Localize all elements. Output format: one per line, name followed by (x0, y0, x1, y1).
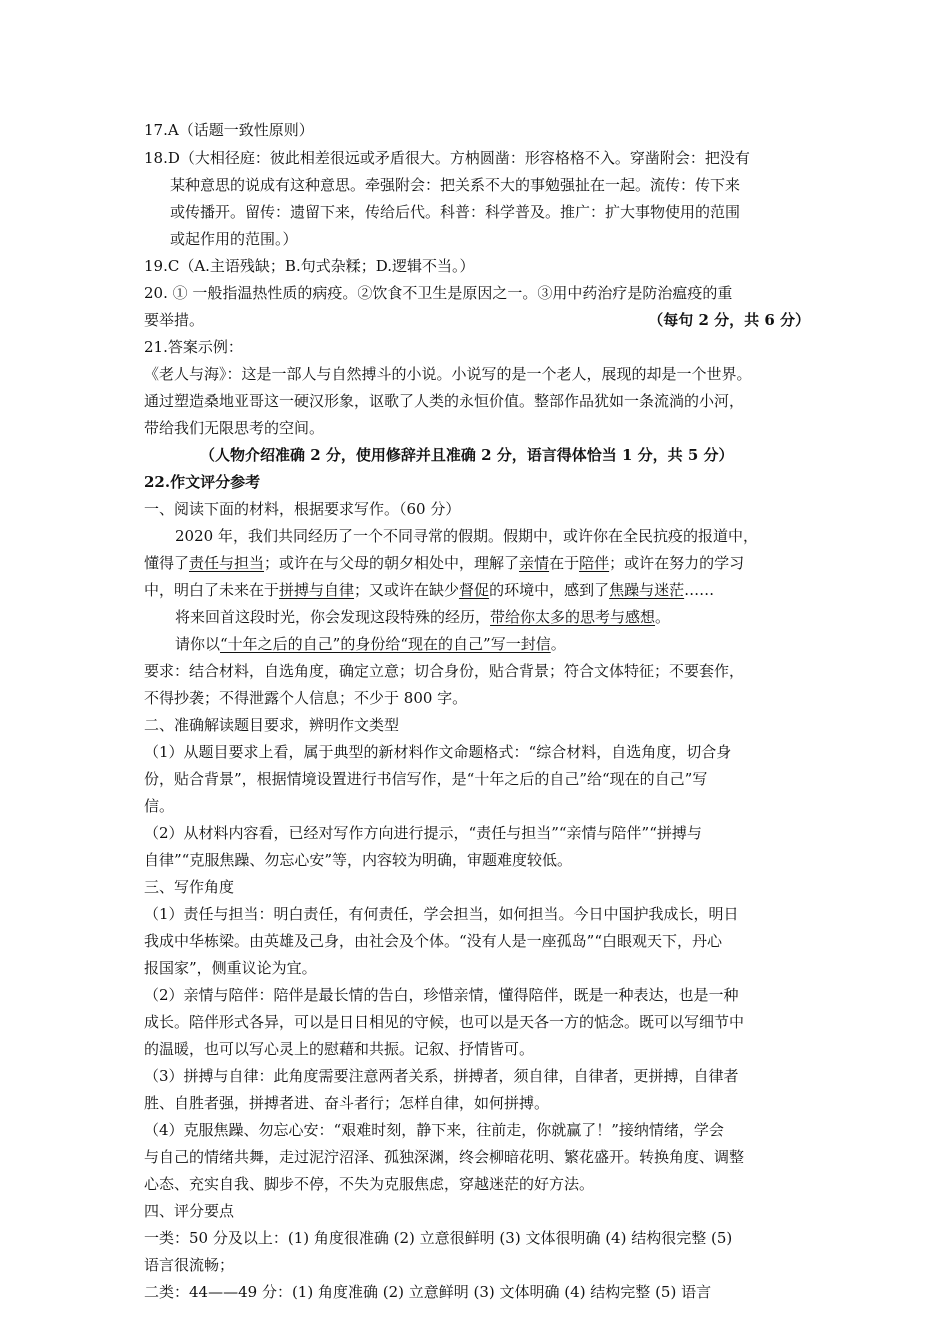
section-2-line: 信。 (144, 797, 175, 815)
section-3-line: （3）拼搏与自律：此角度需要注意两者关系，拼搏者，须自律，自律者，更拼搏，自律者 (144, 1067, 739, 1085)
material-underline: 亲情 (519, 554, 550, 572)
material-underline: “十年之后的自己”的身份给“现在的自己”写一封信 (220, 635, 551, 653)
material-text: 将来回首这段时光，你会发现这段特殊的经历， (175, 608, 491, 626)
q17-answer: 17.A（话题一致性原则） (144, 121, 314, 139)
material-underline: 焦躁与迷茫 (609, 581, 685, 599)
q18-answer-line-4: 或起作用的范围。） (170, 230, 298, 248)
material-paragraph-2 (175, 606, 810, 628)
material-text: ；或许在努力的学习 (609, 554, 745, 572)
material-underline: 责任与担当 (189, 554, 265, 572)
material-paragraph-1-line-2 (144, 552, 810, 574)
section-3-line: 我成中华栋梁。由英雄及己身，由社会及个体。“没有人是一座孤岛”“白眼观天下，丹心 (144, 932, 723, 950)
requirements-line-2: 不得抄袭；不得泄露个人信息；不少于 800 字。 (144, 689, 468, 707)
section-3-line: 与自己的情绪共舞，走过泥泞沼泽、孤独深渊，终会柳暗花明、繁花盛开。转换角度、调整 (144, 1148, 745, 1166)
q19-answer: 19.C（A.主语残缺；B.句式杂糅；D.逻辑不当。） (144, 257, 475, 275)
section-3-line: （1）责任与担当：明白责任，有何责任，学会担当，如何担当。今日中国护我成长，明日 (144, 905, 739, 923)
material-text: 请你以 (175, 635, 221, 653)
material-text: 。 (655, 608, 671, 626)
section-3-line: （4）克服焦躁、勿忘心安：“艰难时刻，静下来，往前走，你就赢了！”接纳情绪，学会 (144, 1121, 724, 1139)
q21-example-line-3: 带给我们无限思考的空间。 (144, 419, 325, 437)
section-3-line: 报国家”，侧重议论为宜。 (144, 959, 317, 977)
section-4-title: 四、评分要点 (144, 1202, 235, 1220)
q22-title: 22.作文评分参考 (144, 473, 261, 491)
q18-answer-line-2: 某种意思的说成有这种意思。牵强附会：把关系不大的事勉强扯在一起。流传：传下来 (170, 176, 741, 194)
q21-label: 21.答案示例： (144, 338, 243, 356)
section-3-line: 的温暖，也可以写心灵上的慰藉和共振。记叙、抒情皆可。 (144, 1040, 535, 1058)
material-text: 懂得了 (144, 554, 190, 572)
material-text: ；又或许在缺少 (354, 581, 460, 599)
q20-answer-line-2: 要举措。 (144, 311, 205, 329)
section-3-line: 心态、充实自我、脚步不停，不失为克服焦虑，穿越迷茫的好方法。 (144, 1175, 595, 1193)
section-2-title: 二、准确解读题目要求，辨明作文类型 (144, 716, 400, 734)
section-2-line: （2）从材料内容看，已经对写作方向进行提示，“责任与担当”“亲情与陪伴”“拼搏与 (144, 824, 702, 842)
requirements-line-1: 要求：结合材料，自选角度，确定立意；切合身份，贴合背景；符合文体特征；不要套作， (144, 662, 745, 680)
section-2-line: 自律”“克服焦躁、勿忘心安”等，内容较为明确，审题难度较低。 (144, 851, 573, 869)
material-paragraph-1-line-1: 2020 年，我们共同经历了一个不同寻常的假期。假期中，或许你在全民抗疫的报道中， (175, 527, 758, 545)
material-underline: 带给你太多的思考与感想 (490, 608, 656, 626)
material-text: ；或许在与父母的朝夕相处中，理解了 (264, 554, 520, 572)
section-1-title: 一、阅读下面的材料，根据要求写作。（60 分） (144, 500, 461, 518)
section-3-line: 胜、自胜者强，拼搏者进、奋斗者行；怎样自律，如何拼搏。 (144, 1094, 550, 1112)
material-text: 在于 (549, 554, 580, 572)
q21-example-line-2: 通过塑造桑地亚哥这一硬汉形象，讴歌了人类的永恒价值。整部作品犹如一条流淌的小河， (144, 392, 745, 410)
material-paragraph-3 (175, 633, 810, 655)
material-text: 。 (550, 635, 566, 653)
q20-score-note: （每句 2 分，共 6 分） (648, 311, 810, 329)
material-paragraph-1-line-3 (144, 579, 810, 601)
section-4-line: 一类：50 分及以上：(1) 角度很准确 (2) 立意很鲜明 (3) 文体很明确 (4) 结构很完整 (5) (144, 1229, 733, 1247)
material-underline: 陪伴 (579, 554, 610, 572)
section-3-line: （2）亲情与陪伴：陪伴是最长情的告白，珍惜亲情，懂得陪伴，既是一种表达，也是一种 (144, 986, 739, 1004)
section-4-line: 二类：44——49 分：(1) 角度准确 (2) 立意鲜明 (3) 文体明确 (4) 结构完整 (5) 语言 (144, 1283, 712, 1301)
material-text: 的环境中，感到了 (489, 581, 610, 599)
material-text: 中，明白了未来在于 (144, 581, 280, 599)
section-3-title: 三、写作角度 (144, 878, 235, 896)
q18-answer-line-1: 18.D（大相径庭：彼此相差很远或矛盾很大。方枘圆凿：形容格格不入。穿凿附会：把没有 (144, 149, 750, 167)
section-4-line: 语言很流畅； (144, 1256, 235, 1274)
q20-answer-line-1: 20. ① 一般指温热性质的病疫。②饮食不卫生是原因之一。③用中药治疗是防治瘟疫的重 (144, 284, 733, 302)
material-underline: 拼搏与自律 (279, 581, 355, 599)
q21-example-line-1: 《老人与海》：这是一部人与自然搏斗的小说。小说写的是一个老人，展现的却是一个世界。 (144, 365, 752, 383)
material-text: …… (684, 581, 715, 599)
section-2-line: 份，贴合背景”，根据情境设置进行书信写作，是“十年之后的自己”给“现在的自己”写 (144, 770, 708, 788)
q21-score-note: （人物介绍准确 2 分，使用修辞并且准确 2 分，语言得体恰当 1 分，共 5 分） (200, 446, 734, 464)
section-2-line: （1）从题目要求上看，属于典型的新材料作文命题格式：“综合材料，自选角度，切合身 (144, 743, 732, 761)
q18-answer-line-3: 或传播开。留传：遗留下来，传给后代。科普：科学普及。推广：扩大事物使用的范围 (170, 203, 741, 221)
material-underline: 督促 (459, 581, 490, 599)
section-3-line: 成长。陪伴形式各异，可以是日日相见的守候，也可以是天各一方的惦念。既可以写细节中 (144, 1013, 745, 1031)
